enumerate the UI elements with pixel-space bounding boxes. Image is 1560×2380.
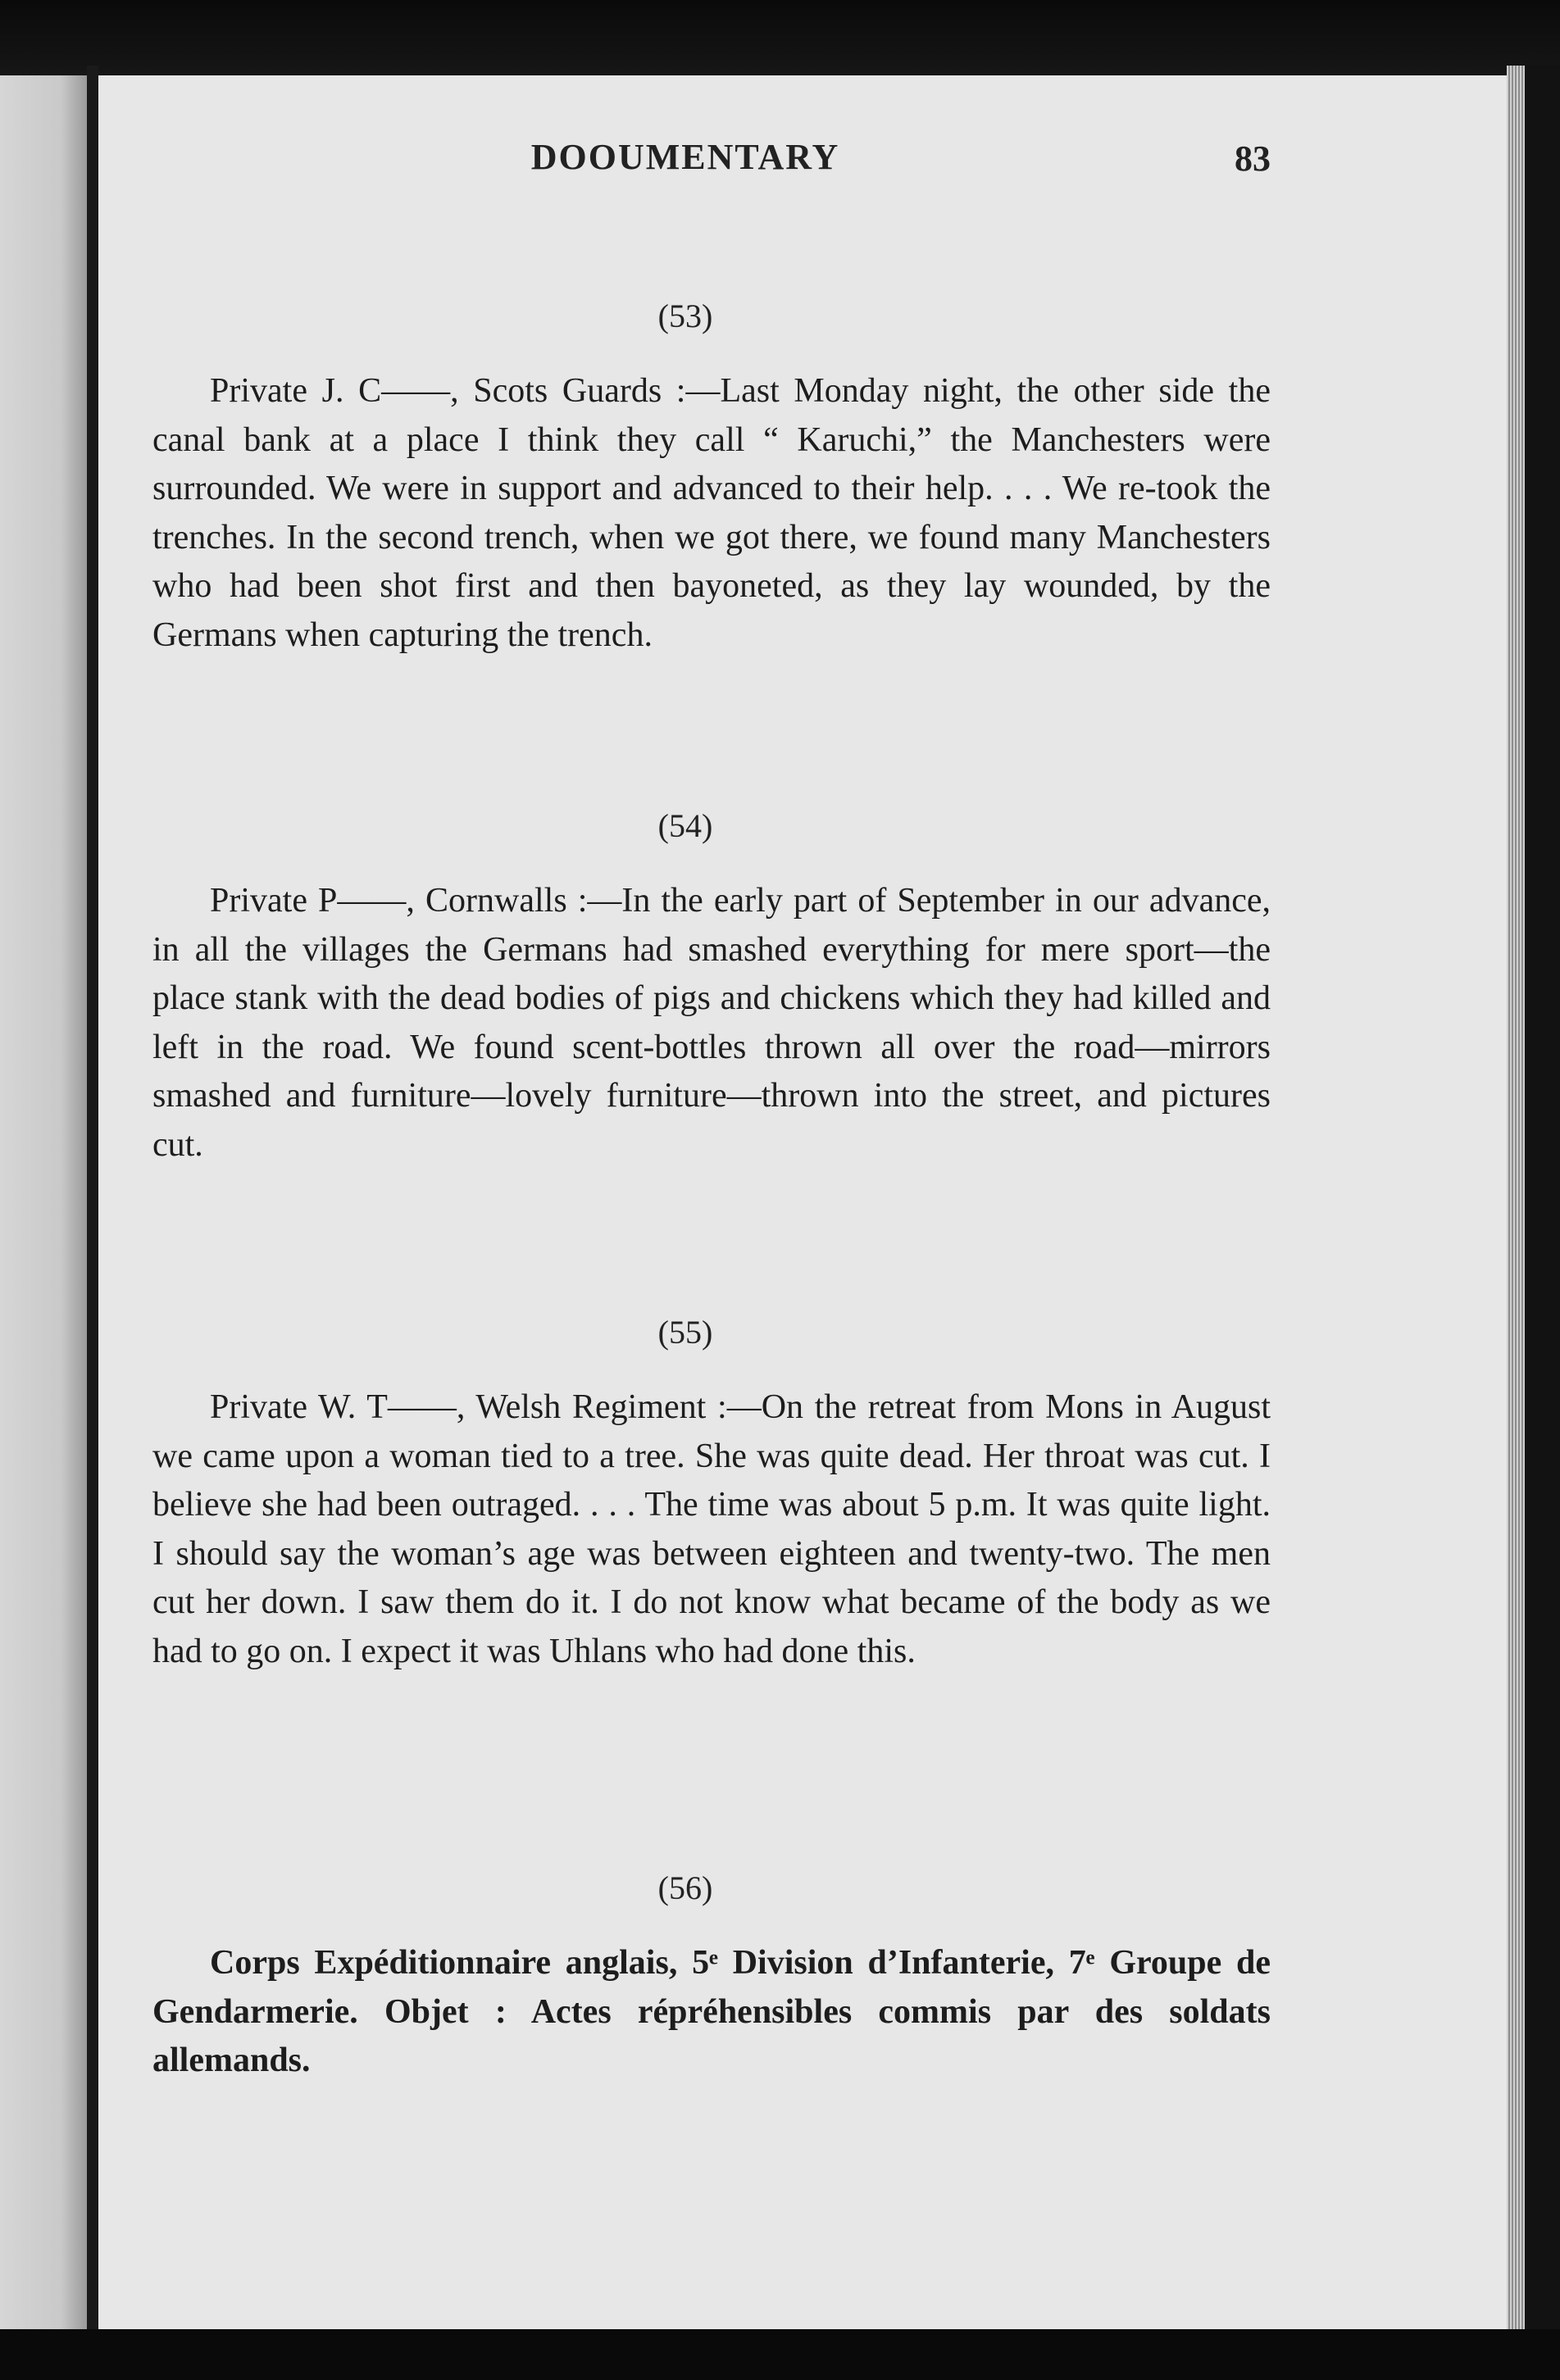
microfilm-frame-bottom <box>0 2329 1560 2380</box>
entry-number: (54) <box>657 807 713 844</box>
entry-number: (56) <box>657 1869 713 1906</box>
page-stack-edge <box>1507 66 1525 2336</box>
entry-text: Private J. C——, Scots Guards :—Last Monday night, the other side the canal bank at a place I think they call “ Karuchi,” the Manchesters were surrounded. We were in support and advanced to their help. . . . We re-took the trenches. In the second trench, when we got there, we found many Manchesters who had been shot first and then bayoneted, as they lay wounded, by the Germans when capturing the trench. <box>152 372 1271 654</box>
previous-page-edge <box>0 75 87 2329</box>
microfilm-frame-right <box>1525 66 1560 2336</box>
page-number: 83 <box>1235 139 1271 179</box>
entry-number: (53) <box>657 298 713 334</box>
running-head-title: DOOUMENTARY <box>530 137 840 177</box>
microfilm-frame-top <box>0 0 1560 75</box>
entry-number: (55) <box>657 1314 713 1351</box>
entry-text: Private W. T——, Welsh Regiment :—On the retreat from Mons in August we came upon a woman tied to a tree. She was quite dead. Her throat was cut. I believe she had been outraged. . . . The time was about 5 p.m. It was quite light. I should say the woman’s age was between eighteen and twenty-two. The men cut her down. I saw them do it. I do not know what became of the body as we had to go on. I expect it was Uhlans who had done this. <box>152 1388 1271 1670</box>
entry-text: Corps Expéditionnaire anglais, 5ᵉ Division d’Infanterie, 7ᵉ Groupe de Gendarmerie. Objet : Actes répréhensibles commis par des soldats allemands. <box>152 1944 1271 2079</box>
book-gutter <box>87 66 98 2336</box>
entry-text: Private P——, Cornwalls :—In the early part of September in our advance, in all the villages the Germans had smashed everything for mere sport—the place stank with the dead bodies of pigs and chickens which they had killed and left in the road. We found scent-bottles thrown all over the road—mirrors smashed and furniture—lovely furniture—thrown into the street, and pictures cut. <box>152 882 1271 1164</box>
